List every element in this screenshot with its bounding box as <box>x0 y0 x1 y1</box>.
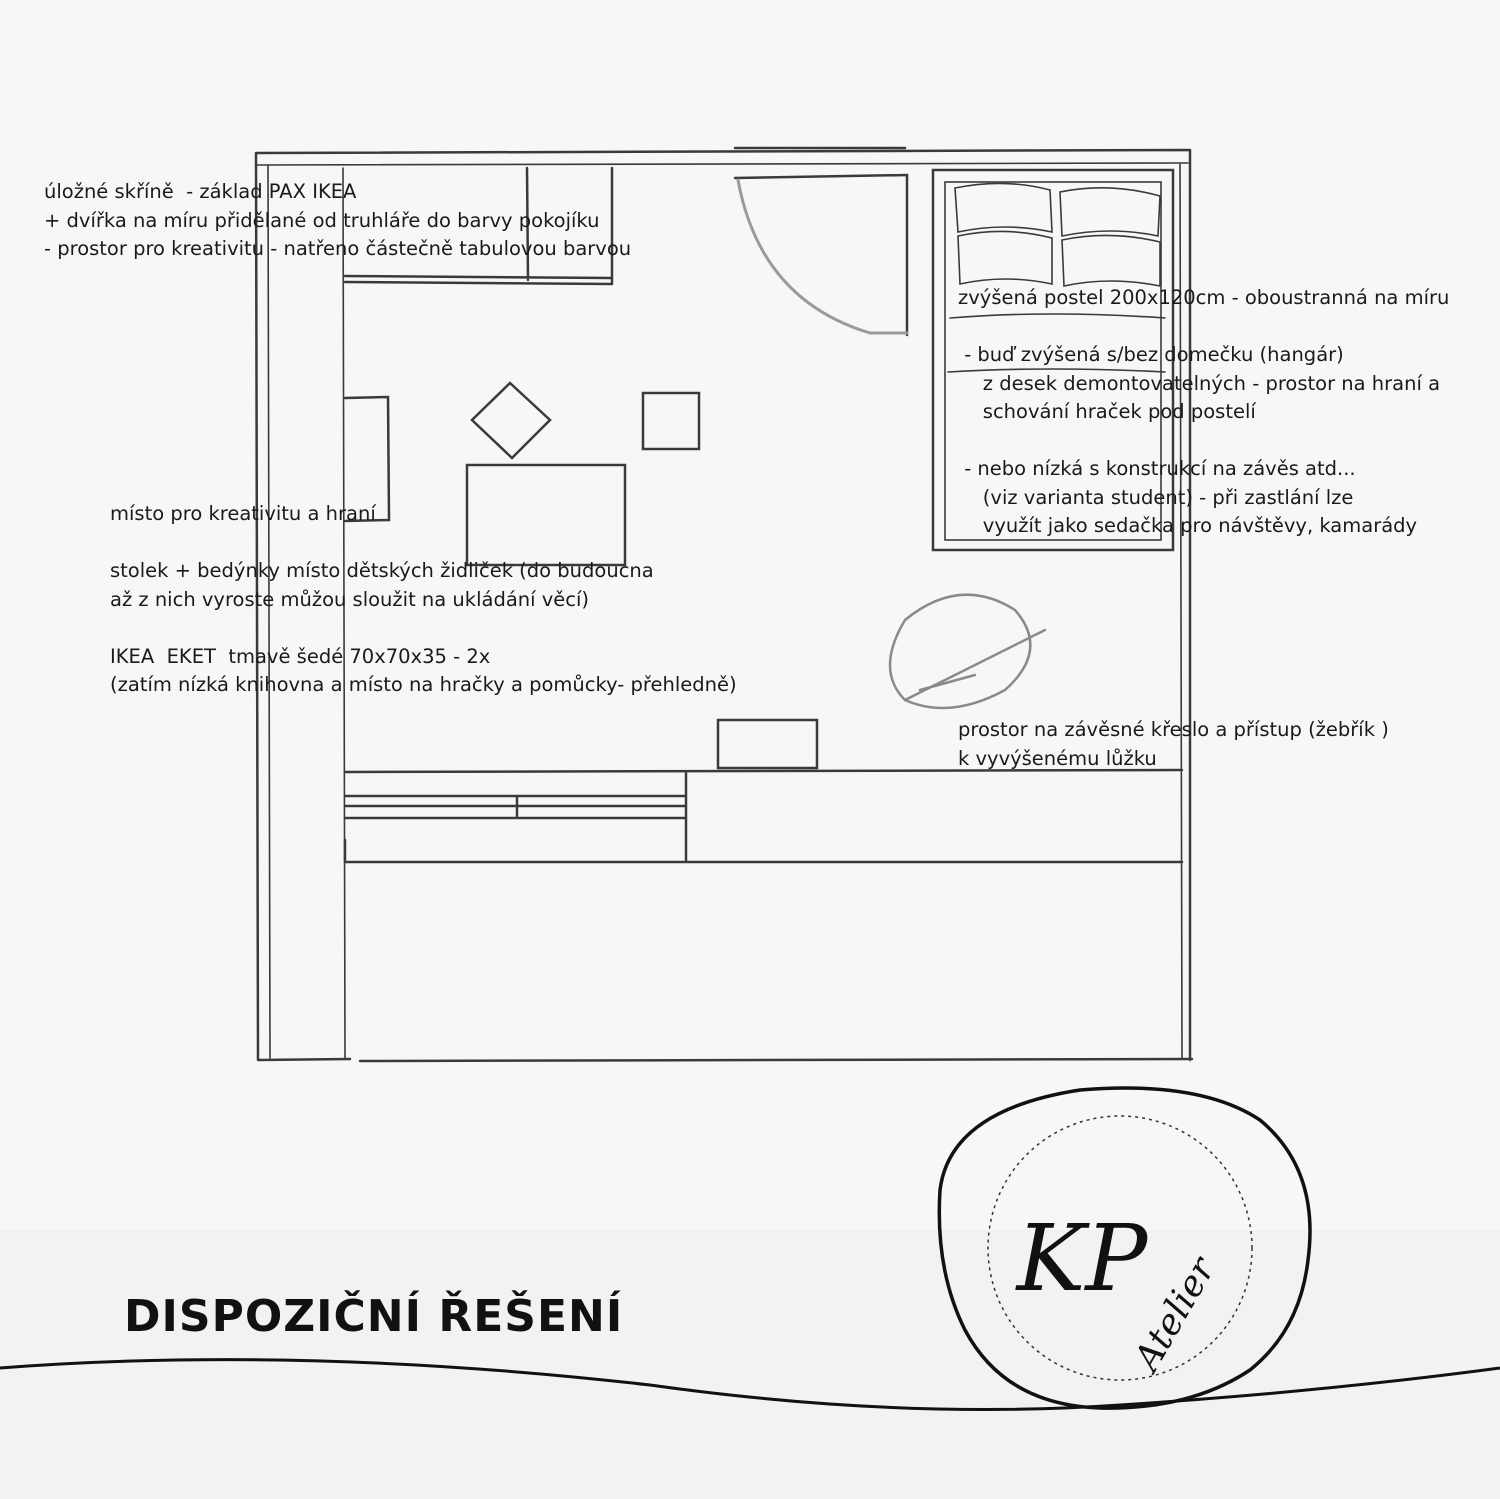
note-line <box>958 315 964 338</box>
note-line: IKEA EKET tmavě šedé 70x70x35 - 2x <box>110 644 491 668</box>
logo-script: Atelier <box>1126 1250 1224 1378</box>
note-chair <box>958 716 1389 773</box>
note-line: až z nich vyroste můžou sloužit na ukládání věcí) <box>110 587 590 611</box>
note-line <box>110 531 116 554</box>
note-line <box>110 616 116 639</box>
note-line: (zatím nízká knihovna a místo na hračky a pomůcky- přehledně) <box>110 673 737 696</box>
wave-line <box>0 1360 1500 1410</box>
note-line: stolek + bedýnky místo dětských židliček (do budoucna <box>110 559 654 582</box>
note-line: místo pro kreativitu a hraní <box>110 502 376 525</box>
page-title: DISPOZIČNÍ ŘEŠENÍ <box>124 1291 624 1342</box>
note-line: z desek demontovatelných - prostor na hraní a <box>958 371 1441 395</box>
note-storage <box>44 178 631 264</box>
note-bed <box>958 284 1449 541</box>
note-line: úložné skříně - základ PAX IKEA <box>44 180 357 203</box>
note-creative <box>110 500 737 700</box>
note-line: - buď zvýšená s/bez domečku (hangár) <box>958 343 1344 366</box>
note-line: využít jako sedačka pro návštěvy, kamarády <box>958 514 1418 537</box>
note-line: + dvířka na míru přidělané od truhláře do barvy pokojíku <box>44 208 600 232</box>
note-line <box>958 429 964 452</box>
note-line: - nebo nízká s konstrukcí na závěs atd... <box>958 457 1356 480</box>
note-line: schování hraček pod postelí <box>958 400 1256 423</box>
note-line: zvýšená postel 200x120cm - oboustranná na míru <box>958 286 1450 309</box>
note-line: prostor na závěsné křeslo a přístup (žebřík ) <box>958 718 1389 741</box>
logo-monogram: KP <box>1016 1205 1148 1312</box>
note-line: (viz varianta student) - při zastlání lze <box>958 485 1354 509</box>
note-line: - prostor pro kreativitu - natřeno částečně tabulovou barvou <box>44 237 632 260</box>
note-line: k vyvýšenému lůžku <box>958 746 1157 770</box>
